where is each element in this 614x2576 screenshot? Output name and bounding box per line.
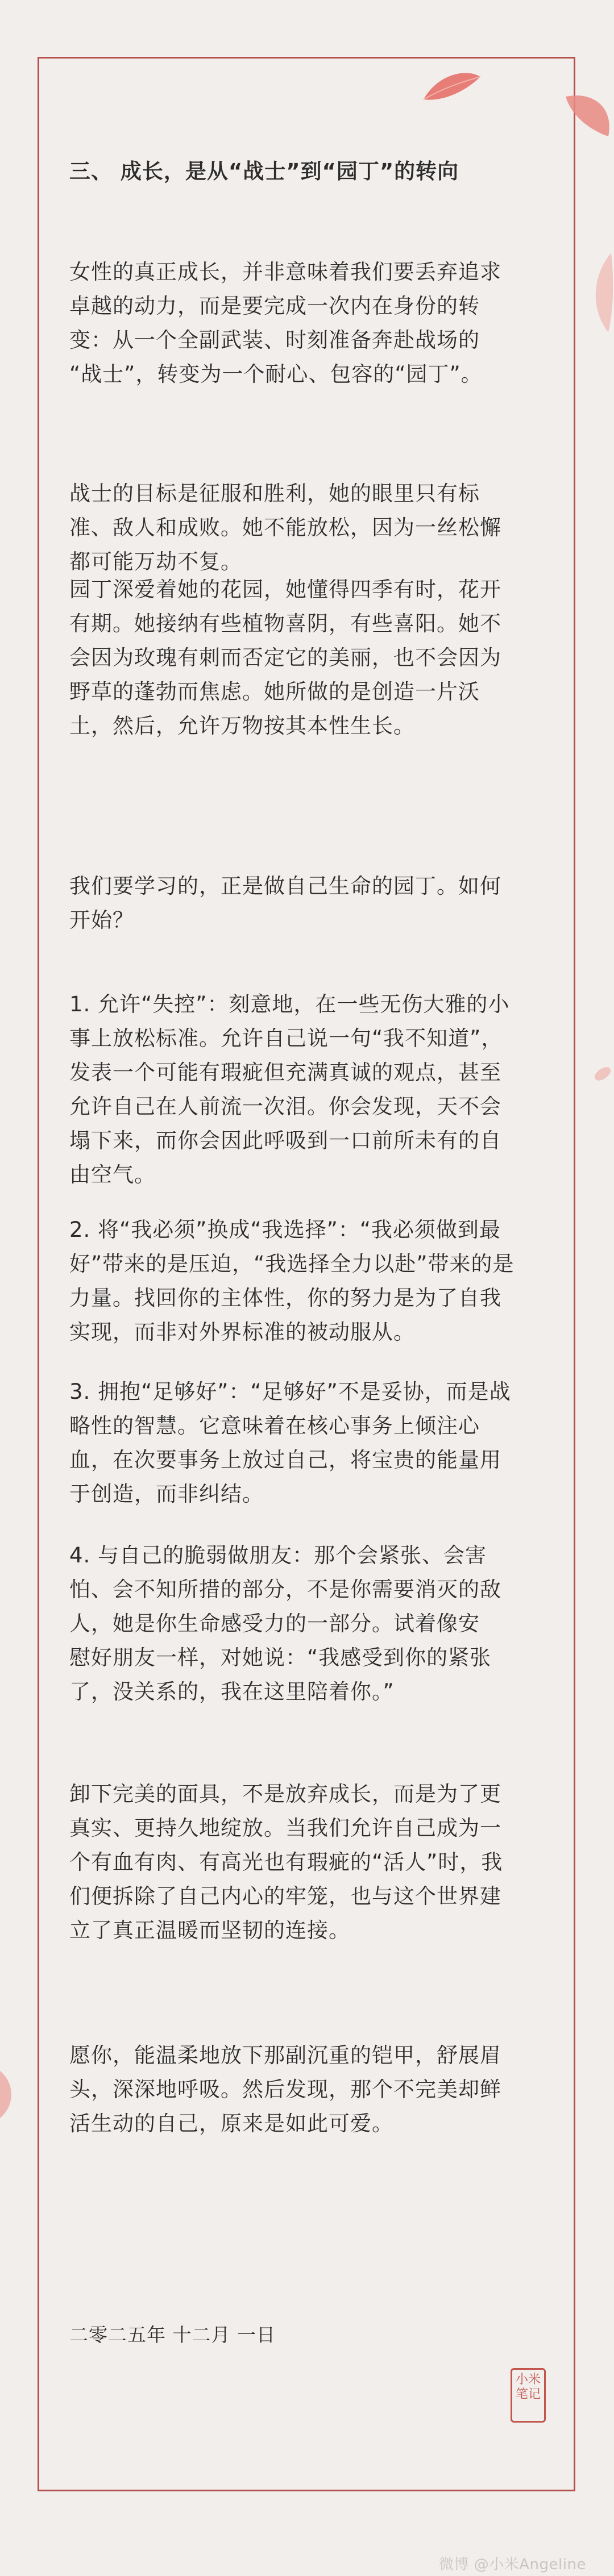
- seal-stamp: [511, 2368, 546, 2423]
- paragraph-gardener: 园丁深爱着她的花园，她懂得四季有时，花开 有期。她接纳有些植物喜阴，有些喜阳。她不 会因为玫瑰有刺而否定它的美丽，也不会因为 野草的蓬勃而焦虑。她所做的是创造一片沃 土，然后，允许万物按其本性生长。: [69, 577, 501, 738]
- list-item-1: 1. 允许“失控”：刻意地，在一些无伤大雅的小 事上放松标准。允许自己说一句“我不知道”， 发表一个可能有瑕疵但充满真诚的观点，甚至 允许自己在人前流一次泪。你会发现，天不会 塌下来，而你会因此呼吸到一口前所未有的自 由空气。: [69, 992, 510, 1187]
- section-heading: 三、 成长，是从“战士”到“园丁”的转向: [69, 159, 459, 184]
- paragraph-how-to-start: 我们要学习的，正是做自己生命的园丁。如何 开始？: [69, 874, 501, 932]
- petal-top-right: [421, 68, 483, 108]
- petal-corner-right: [560, 91, 614, 142]
- paragraph-intro: 女性的真正成长，并非意味着我们要丢弃追求 卓越的动力，而是要完成一次内在身份的转 变：从一个全副武装、时刻准备奔赴战场的 “战士”，转变为一个耐心、包容的“园丁”。: [69, 260, 501, 386]
- seal-line-2: 笔记: [515, 2387, 541, 2402]
- seal-line-1: 小米: [515, 2373, 541, 2387]
- watermark: 微博 @小米Angeline: [439, 2556, 586, 2573]
- date: 二零二五年 十二月 一日: [69, 2324, 276, 2346]
- petal-left-edge: [0, 2068, 17, 2119]
- list-item-4: 4. 与自己的脆弱做朋友：那个会紧张、会害 怕、会不知所措的部分，不是你需要消灭的敌 人，她是你生命感受力的一部分。试着像安 慰好朋友一样，对她说：“我感受到你的紧张 了，没关系的，我在这里陪着你。”: [69, 1543, 501, 1704]
- paragraph-wish: 愿你，能温柔地放下那副沉重的铠甲，舒展眉 头，深深地呼吸。然后发现，那个不完美却鲜 活生动的自己，原来是如此可爱。: [69, 2043, 501, 2136]
- petal-right-small: [591, 1062, 614, 1085]
- list-item-3: 3. 拥抱“足够好”：“足够好”不是妥协，而是战 略性的智慧。它意味着在核心事务上倾注心 血，在次要事务上放过自己，将宝贵的能量用 于创造，而非纠结。: [69, 1379, 511, 1506]
- list-item-2: 2. 将“我必须”换成“我选择”：“我必须做到最 好”带来的是压迫，“我选择全力以赴”带来的是 力量。找回你的主体性，你的努力是为了自我 实现，而非对外界标准的被动服从。: [69, 1218, 515, 1344]
- paragraph-conclusion: 卸下完美的面具，不是放弃成长，而是为了更 真实、更持久地绽放。当我们允许自己成为一 个有血有肉、有高光也有瑕疵的“活人”时，我 们便拆除了自己内心的牢笼，也与这个世界建 立了真正温暖而坚韧的连接。: [69, 1782, 503, 1943]
- petal-right-edge: [586, 250, 614, 335]
- paragraph-warrior: 战士的目标是征服和胜利，她的眼里只有标 准、敌人和成败。她不能放松，因为一丝松懈 都可能万劫不复。: [69, 481, 501, 574]
